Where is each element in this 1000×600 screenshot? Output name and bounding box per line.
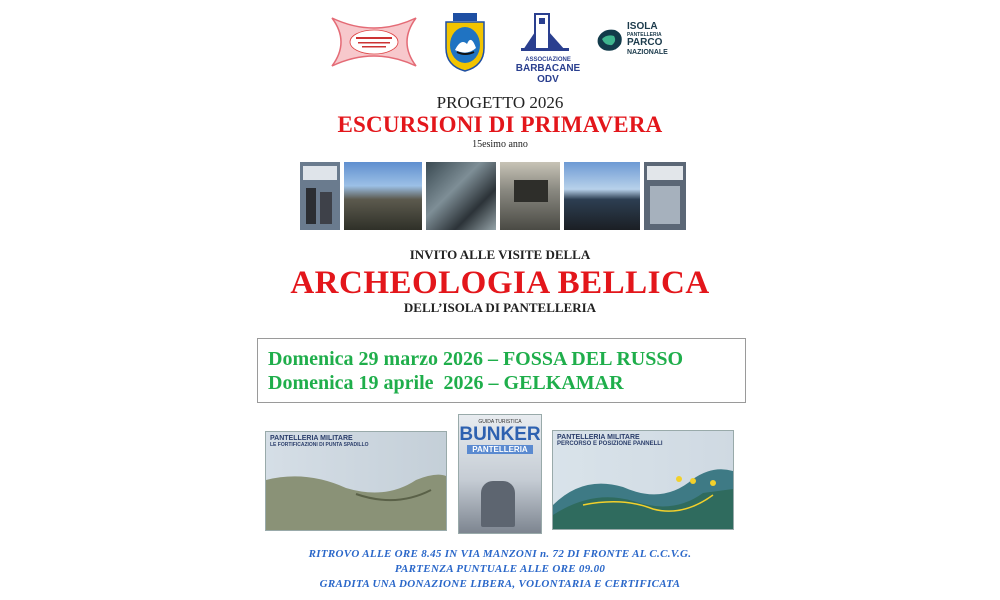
invite-location: DELL’ISOLA DI PANTELLERIA bbox=[403, 300, 597, 315]
bunker-cover-title: BUNKER bbox=[459, 424, 541, 445]
photo-strip bbox=[300, 162, 688, 232]
parco-label-isola: ISOLA bbox=[627, 21, 658, 32]
map-punta-spadillo bbox=[265, 431, 447, 531]
photo-book-cover-2 bbox=[644, 162, 686, 230]
edition-subtitle: 15esimo anno bbox=[472, 139, 528, 150]
map1-subtitle: LE FORTIFICAZIONI DI PUNTA SPADILLO bbox=[270, 442, 369, 448]
barbacane-logo bbox=[513, 12, 583, 85]
shield-emblem-logo bbox=[443, 12, 487, 72]
invite-headline: ARCHEOLOGIA BELLICA bbox=[290, 265, 710, 301]
photo-coast-ruins bbox=[344, 162, 422, 230]
photo-rocky-bunker bbox=[426, 162, 496, 230]
association-logo-circle bbox=[328, 12, 420, 72]
barbacane-label: BARBACANE ODV bbox=[515, 63, 581, 85]
island-icon bbox=[595, 26, 625, 54]
event-title: ESCURSIONI DI PRIMAVERA bbox=[337, 112, 663, 137]
bunker-guide-label: GUIDA TURISTICA bbox=[478, 419, 522, 425]
map2-title: PANTELLERIA MILITARE bbox=[557, 434, 640, 441]
map2-subtitle: PERCORSO E POSIZIONE PANNELLI bbox=[557, 441, 663, 447]
map-percorso-pannelli bbox=[552, 430, 734, 530]
invite-line: INVITO ALLE VISITE DELLA bbox=[409, 247, 591, 262]
bunker-cover-place: PANTELLERIA bbox=[467, 445, 533, 454]
dates-box bbox=[257, 338, 746, 403]
date-line-2: Domenica 19 aprile 2026 – GELKAMAR bbox=[268, 372, 624, 394]
parco-label-pantelleria: PANTELLERIA bbox=[627, 32, 662, 38]
photo-book-cover-1 bbox=[300, 162, 340, 230]
parco-nazionale-logo bbox=[595, 20, 670, 70]
parco-label-nazionale: NAZIONALE bbox=[627, 49, 668, 56]
photo-bunker-interior bbox=[500, 162, 560, 230]
barbacane-label-small: ASSOCIAZIONE bbox=[525, 57, 571, 63]
bunker-guide-cover bbox=[458, 414, 542, 534]
donation-text: GRADITA UNA DONAZIONE LIBERA, VOLONTARIA E CERTIFICATA bbox=[319, 578, 681, 590]
date-line-1: Domenica 29 marzo 2026 – FOSSA DEL RUSSO bbox=[268, 348, 684, 370]
project-label: PROGETTO 2026 bbox=[436, 93, 564, 112]
departure-time-text: PARTENZA PUNTUALE ALLE ORE 09.00 bbox=[394, 563, 606, 575]
castle-tower-icon bbox=[513, 12, 583, 52]
meeting-point-text: RITROVO ALLE ORE 8.45 IN VIA MANZONI n. 72 DI FRONTE AL C.C.V.G. bbox=[308, 548, 692, 560]
photo-sea-view bbox=[564, 162, 640, 230]
map1-title: PANTELLERIA MILITARE bbox=[270, 435, 353, 442]
parco-label-parco: PARCO bbox=[627, 37, 663, 48]
